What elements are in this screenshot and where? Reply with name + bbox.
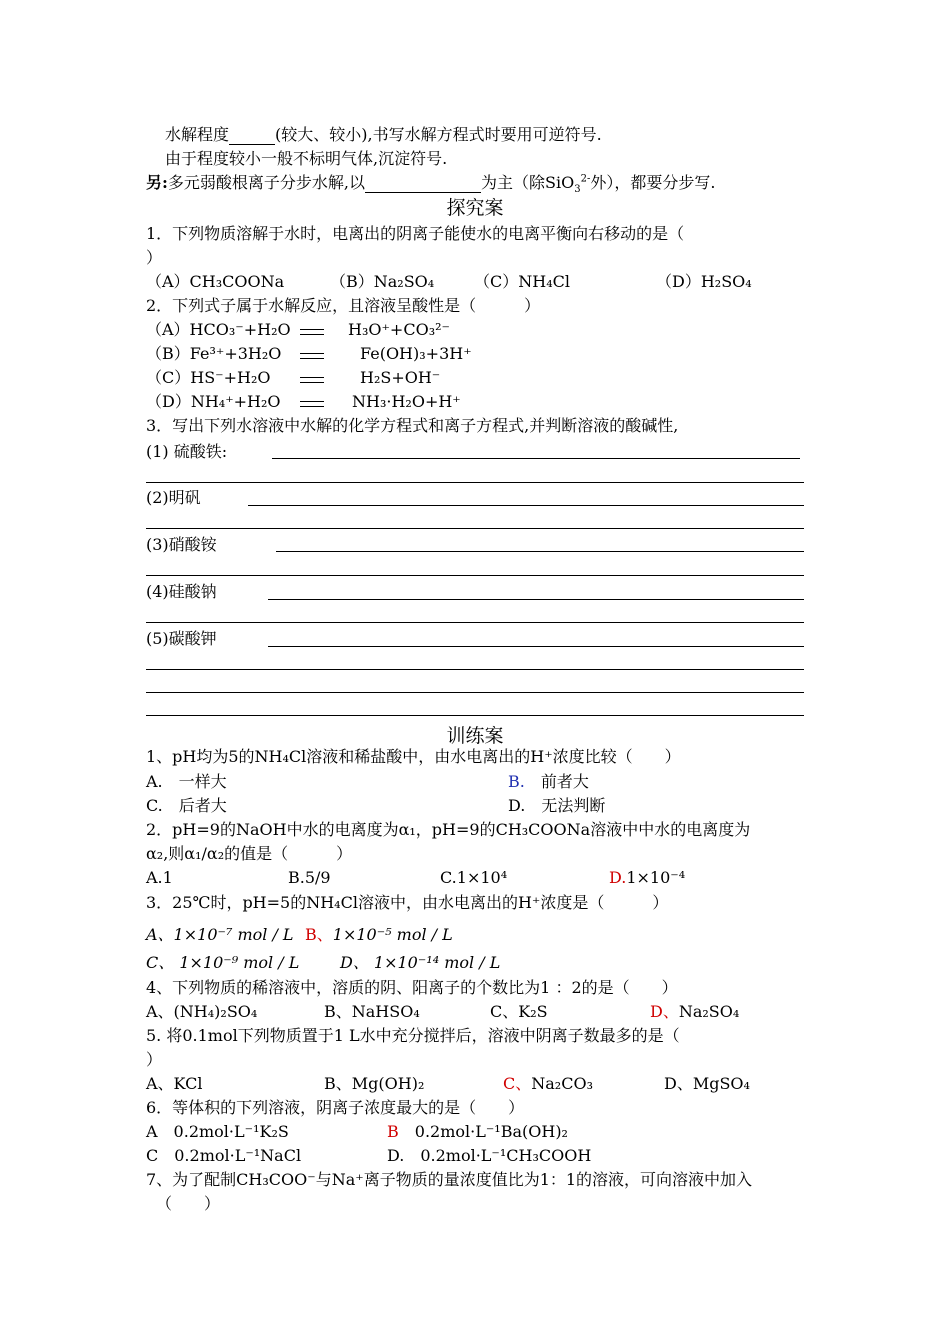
intro-text: 水解程度: [165, 125, 230, 144]
question-1-option-b: （B）Na₂SO₄: [330, 272, 435, 291]
practice-q2-option-a: A.1: [146, 868, 173, 887]
answer-line: [146, 482, 804, 483]
practice-q7-stem: 7、为了配制CH₃COO⁻与Na⁺离子物质的量浓度值比为1：1的溶液，可向溶液中加入: [146, 1170, 753, 1189]
practice-q2-stem-1: 2．pH=9的NaOH中水的电离度为α₁，pH=9的CH₃COONa溶液中中水的电离度为: [146, 820, 751, 839]
question-3-item-4: (4)硅酸钠: [146, 582, 217, 601]
practice-q1-option-d: D. 无法判断: [508, 796, 606, 815]
question-3-item-3: (3)硝酸铵: [146, 535, 217, 554]
intro-line-1: [165, 125, 602, 145]
answer-line: [146, 692, 804, 693]
practice-q2-stem-2: α₂,则α₁/α₂的值是（ ）: [146, 844, 353, 863]
answer-mark: C、: [503, 1074, 532, 1093]
practice-q5-option-b: B、Mg(OH)₂: [324, 1074, 425, 1093]
practice-q4-option-a: A、(NH₄)₂SO₄: [146, 1002, 258, 1021]
equilibrium-arrow-icon: [300, 328, 324, 336]
practice-q4-stem: 4、下列物质的稀溶液中，溶质的阴、阳离子的个数比为1 ：2的是（ ）: [146, 978, 678, 997]
question-1-option-d: （D）H₂SO₄: [656, 272, 752, 291]
option-text: 前者大: [524, 772, 589, 791]
practice-q3-stem: 3．25℃时，pH=5的NH₄Cl溶液中，由水电离出的H⁺浓度是（ ）: [146, 893, 669, 912]
intro-text: (较大、较小),书写水解方程式时要用可逆符号.: [275, 125, 602, 144]
superscript: 2-: [580, 173, 591, 185]
practice-q6-option-d: D. 0.2mol·L⁻¹CH₃COOH: [387, 1146, 592, 1165]
question-2-stem: 2．下列式子属于水解反应，且溶液呈酸性是（ ）: [146, 296, 541, 315]
question-2-option-d: （D）NH₄⁺+H₂O: [146, 392, 281, 411]
answer-mark: B、: [305, 925, 333, 944]
practice-q2-option-c: C.1×10⁴: [440, 868, 508, 887]
answer-line: [146, 528, 804, 529]
answer-line: [268, 599, 804, 600]
fill-blank: [365, 176, 481, 193]
question-2-option-b-products: Fe(OH)₃+3H⁺: [360, 344, 472, 363]
question-2-option-c: （C）HS⁻+H₂O: [146, 368, 271, 387]
option-text: 0.2mol·L⁻¹Ba(OH)₂: [398, 1122, 568, 1141]
note-label: 另:: [146, 173, 168, 192]
practice-q6-option-a: A 0.2mol·L⁻¹K₂S: [146, 1122, 289, 1141]
answer-line: [146, 622, 804, 623]
question-3-item-2: (2)明矾: [146, 488, 201, 507]
question-1-option-a: （A）CH₃COONa: [146, 272, 285, 291]
practice-q4-option-c: C、K₂S: [490, 1002, 548, 1021]
practice-q1-option-a: A. 一样大: [146, 772, 227, 791]
practice-q4-option-d: [650, 1002, 739, 1022]
option-text: Na₂CO₃: [531, 1074, 593, 1093]
practice-q5-option-c: [503, 1074, 593, 1094]
question-3-stem: 3．写出下列水溶液中水解的化学方程式和离子方程式,并判断溶液的酸碱性,: [146, 416, 679, 435]
intro-line-2: 由于程度较小一般不标明气体,沉淀符号.: [165, 149, 448, 168]
section-heading-explore: 探究案: [446, 197, 504, 219]
practice-q2-option-d: [609, 868, 685, 888]
practice-q5-stem-tail: ）: [146, 1050, 163, 1069]
option-text: Na₂SO₄: [678, 1002, 740, 1021]
practice-q3-option-a: A、1×10⁻⁷ mol / L: [146, 925, 294, 944]
equilibrium-arrow-icon: [300, 400, 324, 408]
answer-line: [146, 669, 804, 670]
question-1-stem-tail: ）: [146, 248, 163, 267]
equilibrium-arrow-icon: [300, 352, 324, 360]
practice-q6-stem: 6．等体积的下列溶液，阴离子浓度最大的是（ ）: [146, 1098, 525, 1117]
intro-text: 多元弱酸根离子分步水解,以: [167, 173, 366, 192]
answer-mark: B: [387, 1122, 399, 1141]
answer-mark: B.: [508, 772, 525, 791]
question-2-option-c-products: H₂S+OH⁻: [360, 368, 441, 387]
question-1-stem: 1．下列物质溶解于水时，电离出的阴离子能使水的电离平衡向右移动的是（: [146, 224, 685, 243]
answer-line: [248, 505, 804, 506]
practice-q3-option-d: D、 1×10⁻¹⁴ mol / L: [340, 953, 501, 972]
practice-q6-option-b: [387, 1122, 568, 1142]
subscript: 3: [574, 184, 581, 196]
answer-mark: D、: [650, 1002, 679, 1021]
question-2-option-b: （B）Fe³⁺+3H₂O: [146, 344, 282, 363]
question-2-option-a-products: H₃O⁺+CO₃²⁻: [348, 320, 450, 339]
question-2-option-a: （A）HCO₃⁻+H₂O: [146, 320, 291, 339]
intro-line-3: [146, 173, 716, 196]
practice-q1-option-c: C. 后者大: [146, 796, 227, 815]
question-3-item-5: (5)碳酸钾: [146, 629, 217, 648]
answer-line: [146, 715, 804, 716]
equilibrium-arrow-icon: [300, 376, 324, 384]
practice-q3-option-c: C、 1×10⁻⁹ mol / L: [146, 953, 300, 972]
intro-text: 为主（除SiO: [481, 173, 575, 192]
fill-blank: [229, 128, 275, 145]
practice-q5-option-a: A、KCl: [146, 1074, 203, 1093]
option-text: 1×10⁻⁴: [626, 868, 686, 887]
question-2-option-d-products: NH₃·H₂O+H⁺: [352, 392, 461, 411]
answer-line: [146, 575, 804, 576]
practice-q4-option-b: B、NaHSO₄: [324, 1002, 420, 1021]
intro-text: 外），都要分步写.: [590, 173, 716, 192]
answer-line: [268, 646, 804, 647]
practice-q5-stem: 5. 将0.1mol下列物质置于1 L水中充分搅拌后，溶液中阴离子数最多的是（: [146, 1026, 680, 1045]
practice-q5-option-d: D、MgSO₄: [664, 1074, 750, 1093]
practice-q7-stem-tail: （ ）: [156, 1194, 221, 1213]
practice-q1-stem: 1、pH均为5的NH₄Cl溶液和稀盐酸中，由水电离出的H⁺浓度比较（ ）: [146, 747, 681, 766]
section-heading-practice: 训练案: [446, 725, 504, 747]
answer-line: [276, 551, 804, 552]
practice-q6-option-c: C 0.2mol·L⁻¹NaCl: [146, 1146, 302, 1165]
answer-mark: D.: [609, 868, 627, 887]
answer-line: [272, 458, 800, 459]
practice-q3-option-b: [305, 925, 453, 945]
option-text: 1×10⁻⁵ mol / L: [332, 925, 453, 944]
practice-q1-option-b: [508, 772, 589, 792]
question-3-item-1: (1) 硫酸铁:: [146, 442, 228, 461]
practice-q2-option-b: B.5/9: [288, 868, 331, 887]
question-1-option-c: （C）NH₄Cl: [474, 272, 570, 291]
